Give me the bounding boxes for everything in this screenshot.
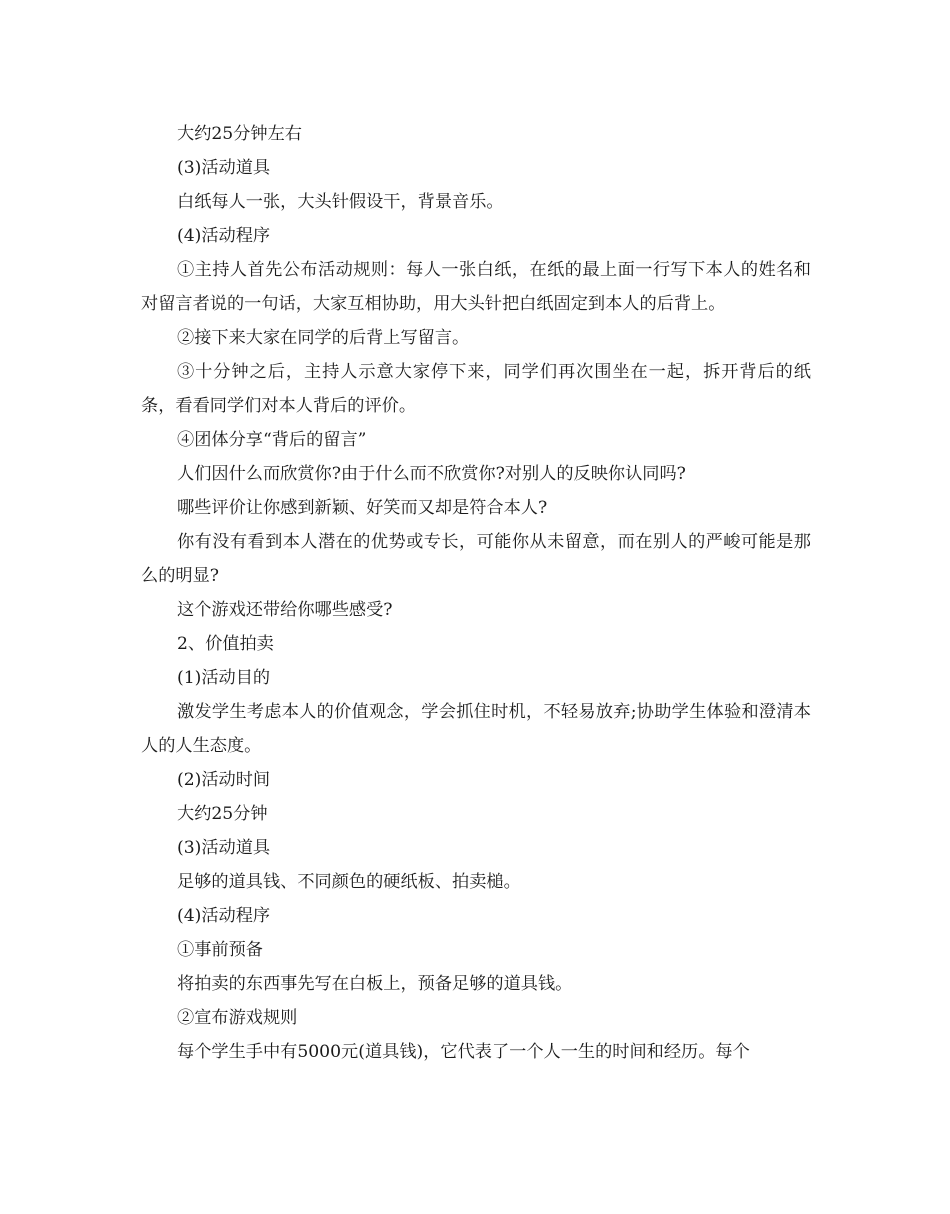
paragraph-question-2: 哪些评价让你感到新颖、好笑而又却是符合本人? [177, 498, 548, 518]
paragraph-step-2: ②接下来大家在同学的后背上写留言。 [177, 328, 470, 348]
paragraph-duration: 大约25分钟左右 [177, 124, 302, 144]
paragraph-step-3: ③十分钟之后，主持人示意大家停下来，同学们再次围坐在一起，拆开背后的纸条，看看同学们对本人背后的评价。 [141, 362, 811, 416]
paragraph-preparation: 将拍卖的东西事先写在白板上，预备足够的道具钱。 [177, 974, 573, 994]
paragraph-preparation-heading: ①事前预备 [177, 940, 263, 960]
heading-activity-time: (2)活动时间 [177, 770, 271, 790]
document-body [141, 117, 811, 1069]
paragraph-rules: 每个学生手中有5000元(道具钱)，它代表了一个人一生的时间和经历。每个 [177, 1042, 750, 1062]
paragraph-question-3: 你有没有看到本人潜在的优势或专长，可能你从未留意，而在别人的严峻可能是那么的明显? [141, 532, 811, 586]
paragraph-question-4: 这个游戏还带给你哪些感受? [177, 600, 393, 620]
paragraph-props-list: 白纸每人一张，大头针假设干，背景音乐。 [177, 192, 504, 212]
heading-activity-procedure: (4)活动程序 [177, 226, 271, 246]
paragraph-props-list-2: 足够的道具钱、不同颜色的硬纸板、拍卖槌。 [177, 872, 521, 892]
paragraph-question-1: 人们因什么而欣赏你?由于什么而不欣赏你?对别人的反映你认同吗? [177, 464, 686, 484]
heading-activity-props-2: (3)活动道具 [177, 838, 271, 858]
paragraph-activity-time: 大约25分钟 [177, 804, 268, 824]
heading-activity-props: (3)活动道具 [177, 158, 271, 178]
heading-activity-goal: (1)活动目的 [177, 668, 271, 688]
heading-activity-procedure-2: (4)活动程序 [177, 906, 271, 926]
section-heading-value-auction: 2、价值拍卖 [177, 634, 274, 654]
paragraph-step-4: ④团体分享“背后的留言” [177, 430, 367, 450]
paragraph-step-1: ①主持人首先公布活动规则：每人一张白纸，在纸的最上面一行写下本人的姓名和对留言者说的一句话，大家互相协助，用大头针把白纸固定到本人的后背上。 [141, 260, 811, 314]
paragraph-activity-goal: 激发学生考虑本人的价值观念，学会抓住时机，不轻易放弃;协助学生体验和澄清本人的人生态度。 [141, 702, 811, 756]
paragraph-rules-heading: ②宣布游戏规则 [177, 1008, 298, 1028]
